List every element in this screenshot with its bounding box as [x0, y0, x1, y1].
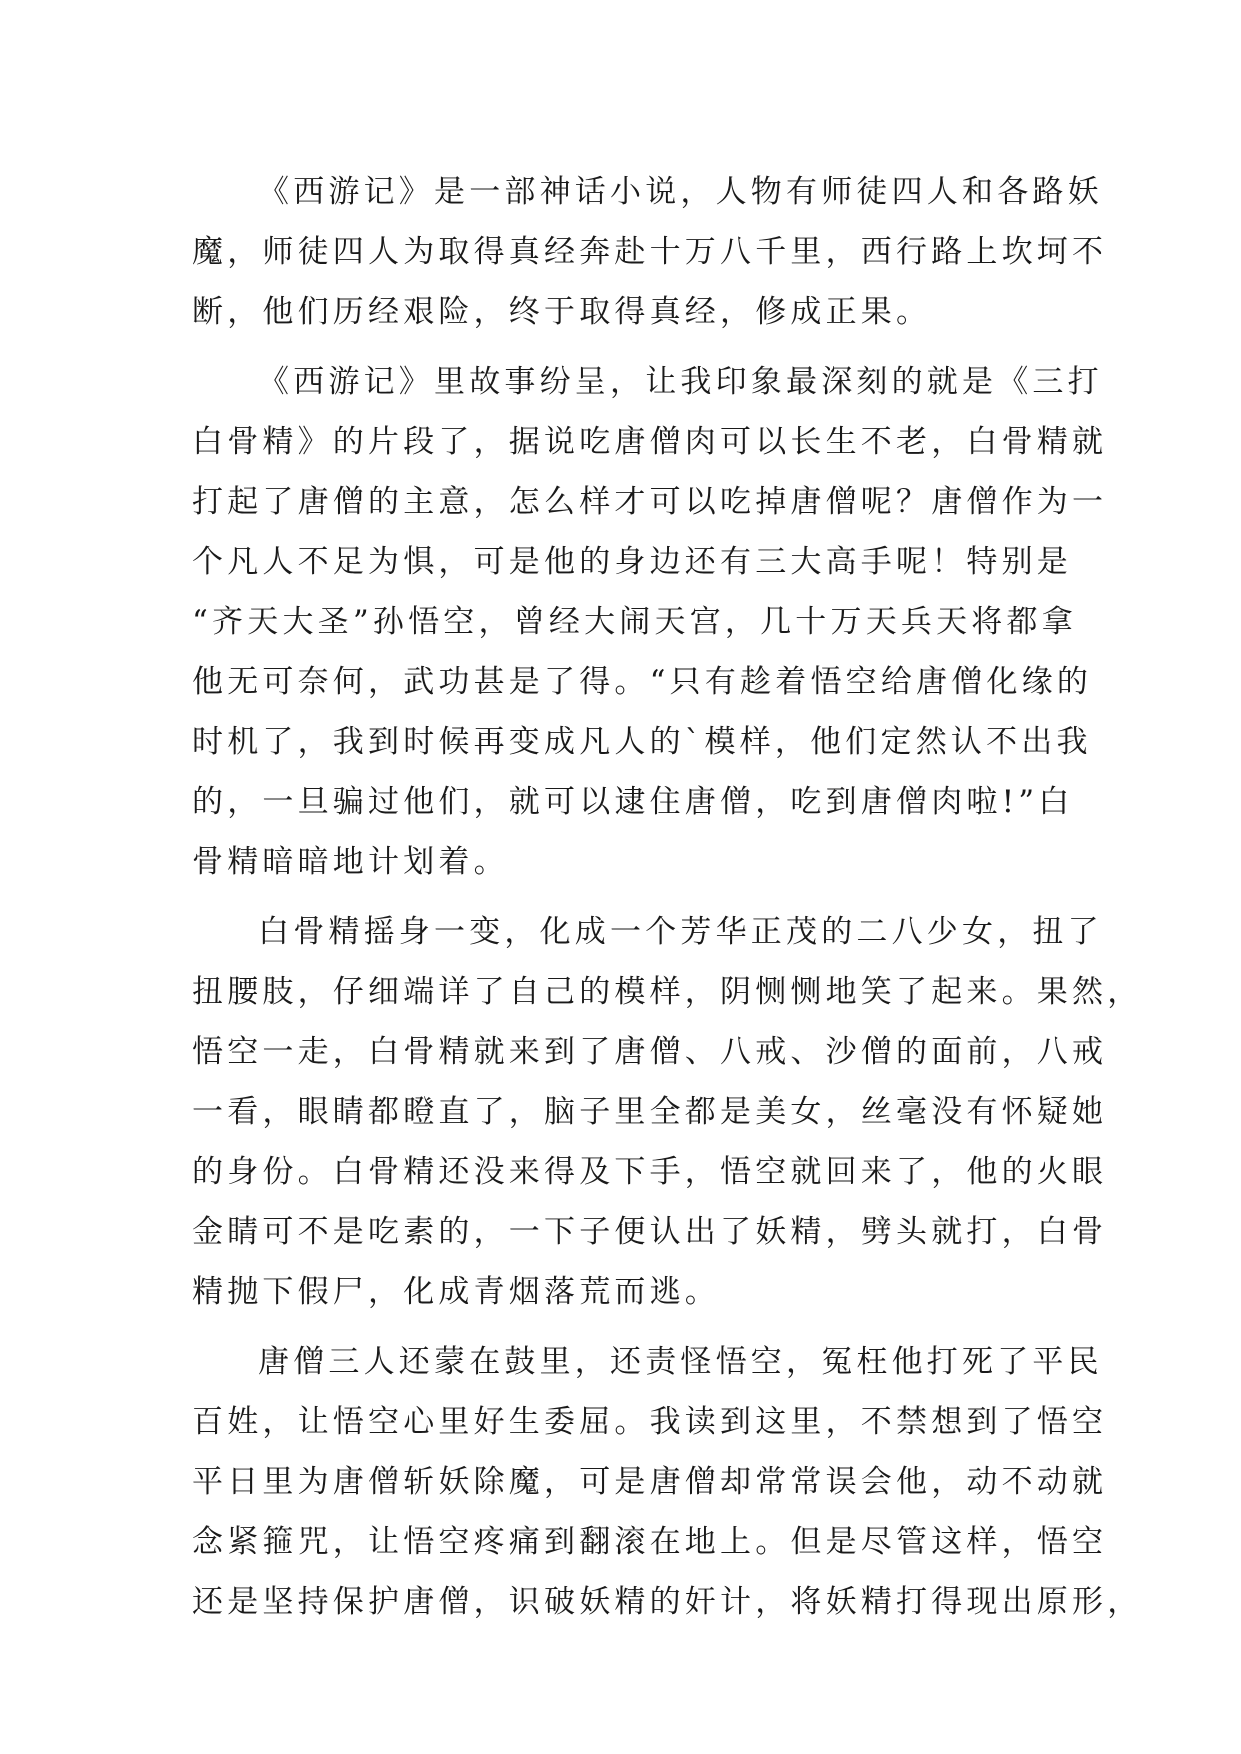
paragraph: [192, 162, 1108, 342]
text-line: 悟空一走，白骨精就来到了唐僧、八戒、沙僧的面前，八戒: [192, 1034, 1108, 1070]
text-line: 时机了，我到时候再变成凡人的`模样，他们定然认不出我: [192, 724, 1092, 760]
text-line: 白骨精》的片段了，据说吃唐僧肉可以长生不老，白骨精就: [192, 424, 1108, 460]
paragraph-spacing: [192, 1322, 1052, 1332]
text-line: 的身份。白骨精还没来得及下手，悟空就回来了，他的火眼: [192, 1154, 1108, 1190]
paragraph-spacing: [192, 342, 1052, 352]
text-line: 打起了唐僧的主意，怎么样才可以吃掉唐僧呢？唐僧作为一: [192, 484, 1108, 520]
text-line: 扭腰肢，仔细端详了自己的模样，阴恻恻地笑了起来。果然，: [192, 974, 1143, 1010]
text-line: 《西游记》里故事纷呈，让我印象最深刻的就是《三打: [258, 364, 1103, 400]
text-line: 唐僧三人还蒙在鼓里，还责怪悟空，冤枉他打死了平民: [258, 1344, 1103, 1380]
text-line: 还是坚持保护唐僧，识破妖精的奸计，将妖精打得现出原形，: [192, 1584, 1143, 1620]
text-line: 百姓，让悟空心里好生委屈。我读到这里，不禁想到了悟空: [192, 1404, 1108, 1440]
paragraph-spacing: [192, 892, 1052, 902]
text-line: 个凡人不足为惧，可是他的身边还有三大高手呢！特别是: [192, 544, 1072, 580]
text-line: “齐天大圣”孙悟空，曾经大闹天宫，几十万天兵天将都拿: [192, 604, 1077, 640]
text-line: 断，他们历经艰险，终于取得真经，修成正果。: [192, 294, 932, 330]
text-line: 的，一旦骗过他们，就可以逮住唐僧，吃到唐僧肉啦!”白: [192, 784, 1074, 820]
text-line: 念紧箍咒，让悟空疼痛到翻滚在地上。但是尽管这样，悟空: [192, 1524, 1108, 1560]
text-line: 白骨精摇身一变，化成一个芳华正茂的二八少女，扭了: [258, 914, 1103, 950]
document-body: [192, 162, 1143, 1632]
text-line: 他无可奈何，武功甚是了得。“只有趁着悟空给唐僧化缘的: [192, 664, 1093, 700]
paragraph: [192, 1332, 1143, 1632]
text-line: 魔，师徒四人为取得真经奔赴十万八千里，西行路上坎坷不: [192, 234, 1108, 270]
text-line: 金睛可不是吃素的，一下子便认出了妖精，劈头就打，白骨: [192, 1214, 1108, 1250]
text-line: 平日里为唐僧斩妖除魔，可是唐僧却常常误会他，动不动就: [192, 1464, 1108, 1500]
text-line: 一看，眼睛都瞪直了，脑子里全都是美女，丝毫没有怀疑她: [192, 1094, 1108, 1130]
paragraph: [192, 902, 1143, 1322]
text-line: 骨精暗暗地计划着。: [192, 844, 509, 880]
text-line: 精抛下假尸，化成青烟落荒而逃。: [192, 1274, 720, 1310]
paragraph: [192, 352, 1108, 892]
text-line: 《西游记》是一部神话小说，人物有师徒四人和各路妖: [258, 174, 1103, 210]
